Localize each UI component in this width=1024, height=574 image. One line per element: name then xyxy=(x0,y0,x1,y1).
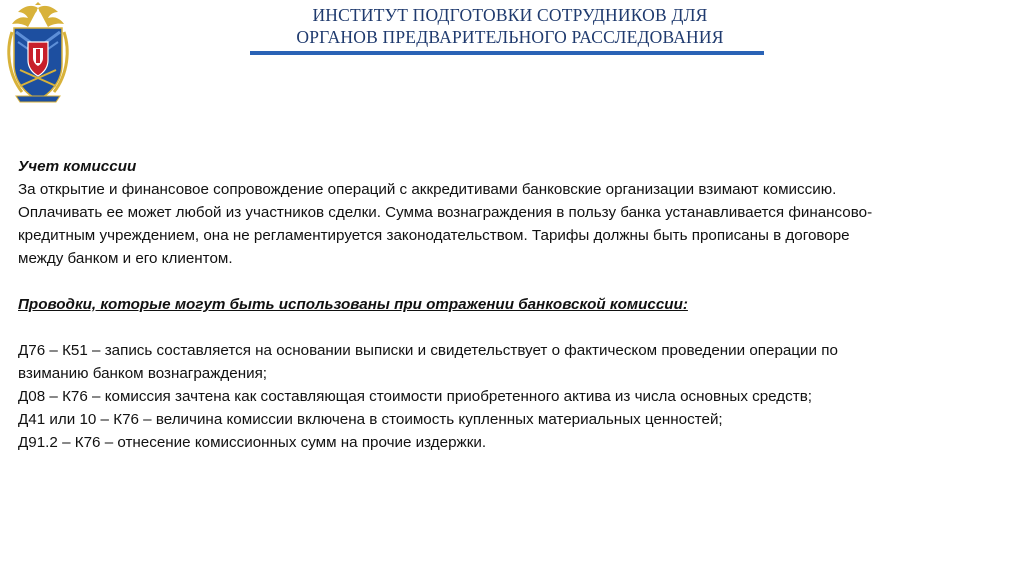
paragraph-line: За открытие и финансовое сопровождение операций с аккредитивами банковские организации взимают комиссию. xyxy=(18,181,837,198)
spacer xyxy=(18,316,1008,339)
spacer xyxy=(18,270,1008,293)
section-title: Учет комиссии xyxy=(18,158,137,175)
entry-line: Д91.2 – К76 – отнесение комиссионных сумм на прочие издержки. xyxy=(18,434,487,451)
paragraph-line: кредитным учреждением, она не регламентируется законодательством. Тарифы должны быть прописаны в договоре xyxy=(18,227,850,244)
entry-line: Д08 – К76 – комиссия зачтена как составляющая стоимости приобретенного актива из числа основных средств; xyxy=(18,388,812,405)
slide-content xyxy=(18,155,1008,454)
header-line-2: ОРГАНОВ ПРЕДВАРИТЕЛЬНОГО РАССЛЕДОВАНИЯ xyxy=(296,27,724,47)
entry-line: взиманию банком вознаграждения; xyxy=(18,365,268,382)
header-line-1: ИНСТИТУТ ПОДГОТОВКИ СОТРУДНИКОВ ДЛЯ xyxy=(312,5,708,25)
paragraph-line: Оплачивать ее может любой из участников сделки. Сумма вознаграждения в пользу банка устанавливается финансово- xyxy=(18,204,873,221)
entry-line: Д76 – К51 – запись составляется на основании выписки и свидетельствует о фактическом проведении операции по xyxy=(18,342,838,359)
entry-line: Д41 или 10 – К76 – величина комиссии включена в стоимость купленных материальных ценностей; xyxy=(18,411,723,428)
paragraph-line: между банком и его клиентом. xyxy=(18,250,233,267)
header-divider xyxy=(250,51,764,55)
entries-subheading: Проводки, которые могут быть использованы при отражении банковской комиссии: xyxy=(18,296,688,313)
institute-header xyxy=(250,4,770,48)
police-institute-emblem-icon xyxy=(2,2,74,106)
